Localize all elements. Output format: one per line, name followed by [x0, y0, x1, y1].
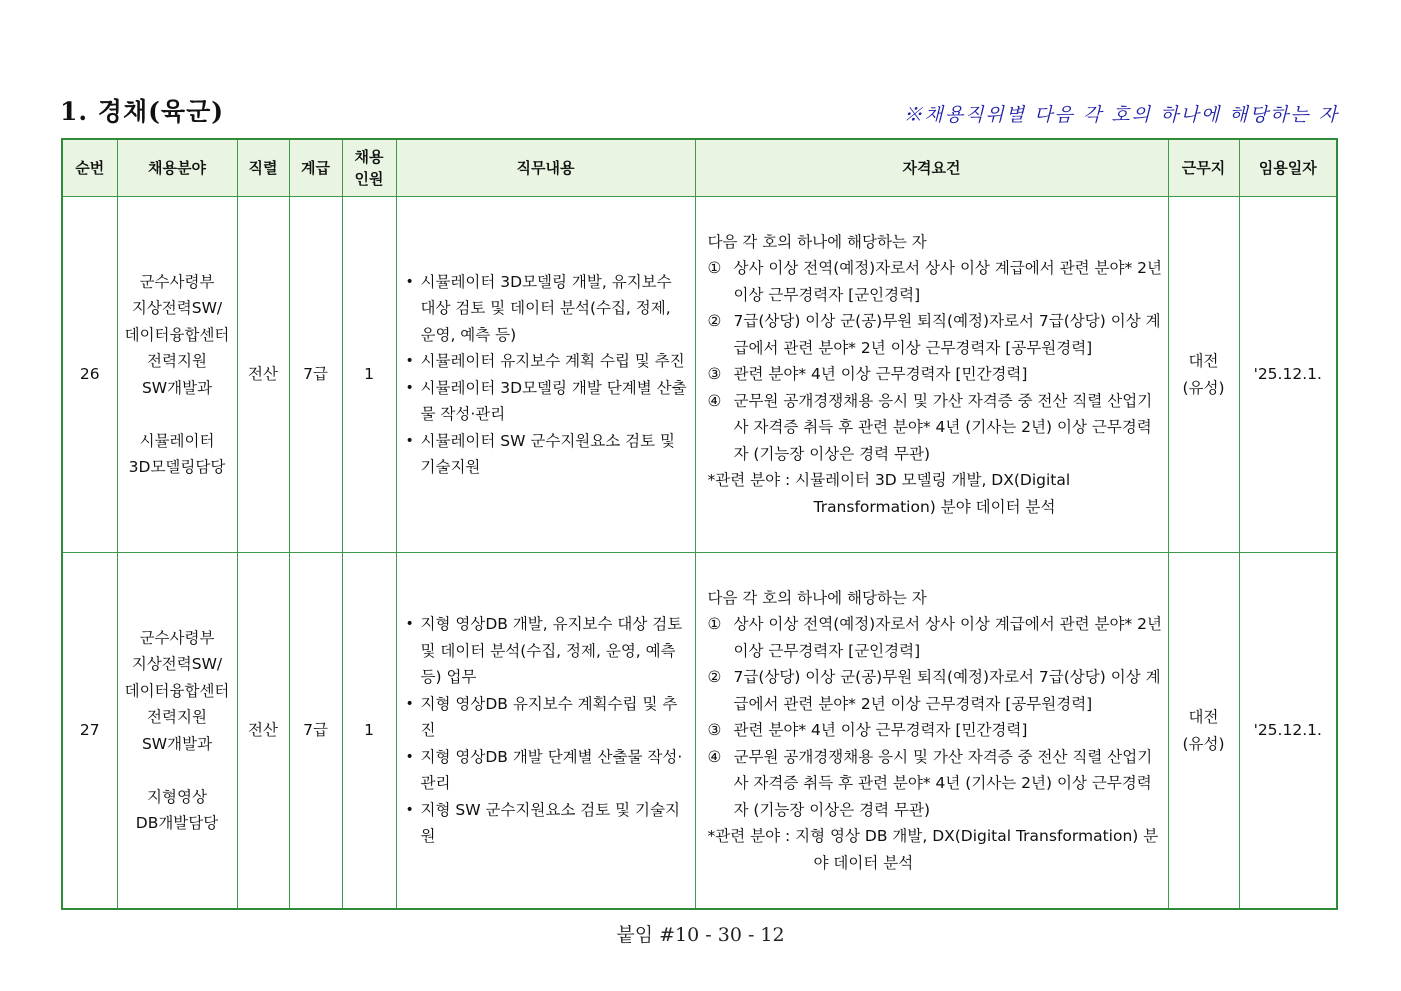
qual-item-number: ② — [707, 312, 722, 331]
qual-item-text: 군무원 공개경쟁채용 응시 및 가산 자격증 중 전산 직렬 산업기사 자격증 취득 후 관련 분야* 4년 (기사는 2년) 이상 근무경력자 (기능장 이상은 경력 무관) — [733, 391, 1153, 463]
row-date: '25.12.1. — [1239, 553, 1337, 910]
qual-lead: 다음 각 호의 하나에 해당하는 자 — [707, 588, 927, 607]
table-header-row — [62, 139, 1337, 197]
row-location — [1168, 553, 1239, 910]
header-count — [342, 139, 396, 197]
section-title: 1. 경채(육군) — [60, 97, 225, 126]
field-line: 지형영상 — [147, 787, 207, 806]
row-field — [117, 553, 237, 910]
duty-item: • 시뮬레이터 3D모델링 개발, 유지보수 대상 검토 및 데이터 분석(수집, 정제, 운영, 예측 등) — [403, 269, 689, 349]
qual-item — [708, 255, 1166, 308]
qual-item — [708, 664, 1166, 717]
row-duties — [396, 197, 695, 553]
duty-item: • 지형 영상DB 개발 단계별 산출물 작성·관리 — [403, 744, 689, 797]
field-line: SW개발과 — [141, 734, 213, 753]
qual-item-text: 상사 이상 전역(예정)자로서 상사 이상 계급에서 관련 분야* 2년 이상 근무경력자 [군인경력] — [733, 615, 1162, 660]
qual-item-text: 관련 분야* 4년 이상 근무경력자 [민간경력] — [733, 721, 1028, 740]
field-line: 전력지원 — [147, 708, 207, 726]
location-district: (유성) — [1182, 734, 1225, 753]
qual-related-field: *관련 분야 : 지형 영상 DB 개발, DX(Digital Transformation) 분야 데이터 분석 — [707, 827, 1159, 872]
header-location: 근무지 — [1168, 139, 1239, 197]
header-no: 순번 — [62, 139, 117, 197]
row-date: '25.12.1. — [1239, 197, 1337, 553]
table-row — [62, 553, 1337, 910]
qual-item-number: ① — [707, 259, 722, 278]
row-qualification — [695, 553, 1168, 910]
row-qualification — [695, 197, 1168, 553]
field-line: SW개발과 — [141, 378, 213, 397]
qual-item-number: ④ — [707, 391, 722, 410]
qual-item-text: 관련 분야* 4년 이상 근무경력자 [민간경력] — [733, 365, 1028, 384]
header-job: 직렬 — [237, 139, 289, 197]
qual-item-number: ④ — [707, 747, 722, 766]
header-count-line-1: 채용 — [354, 148, 384, 166]
qual-item-number: ② — [707, 668, 722, 687]
header-qualification: 자격요건 — [695, 139, 1168, 197]
row-location — [1168, 197, 1239, 553]
field-line: 데이터융합센터 — [124, 681, 230, 700]
qual-item — [708, 308, 1166, 361]
field-line: 3D모델링담당 — [128, 458, 226, 476]
header-duties: 직무내용 — [396, 139, 695, 197]
header-count-line-2: 인원 — [354, 170, 384, 188]
table-row — [62, 197, 1337, 553]
location-district: (유성) — [1182, 378, 1225, 397]
row-field — [117, 197, 237, 553]
row-no: 26 — [62, 197, 117, 553]
row-grade: 7급 — [289, 197, 342, 553]
header-date: 임용일자 — [1239, 139, 1337, 197]
field-line: DB개발담당 — [135, 814, 219, 832]
eligibility-note: ※채용직위별 다음 각 호의 하나에 해당하는 자 — [903, 104, 1339, 126]
recruitment-table — [61, 138, 1338, 910]
duty-item: • 시뮬레이터 SW 군수지원요소 검토 및 기술지원 — [403, 428, 689, 481]
duty-item: • 지형 영상DB 개발, 유지보수 대상 검토 및 데이터 분석(수집, 정제, 운영, 예측 등) 업무 — [403, 611, 689, 691]
row-count: 1 — [342, 197, 396, 553]
field-line: 지상전력SW/ — [131, 655, 223, 673]
duty-item: • 시뮬레이터 유지보수 계획 수립 및 추진 — [403, 348, 689, 375]
field-line: 데이터융합센터 — [124, 325, 230, 344]
qual-related-field: *관련 분야 : 시뮬레이터 3D 모델링 개발, DX(Digital Transformation) 분야 데이터 분석 — [707, 471, 1071, 516]
qual-item — [708, 361, 1166, 388]
qual-item-number: ③ — [707, 365, 722, 384]
qual-item-text: 7급(상당) 이상 군(공)무원 퇴직(예정)자로서 7급(상당) 이상 계급에서 관련 분야* 2년 이상 근무경력자 [공무원경력] — [733, 312, 1161, 357]
qual-item — [708, 388, 1166, 468]
row-duties — [396, 553, 695, 910]
location-city: 대전 — [1188, 352, 1219, 370]
qual-item-number: ③ — [707, 721, 722, 740]
qual-item-text: 상사 이상 전역(예정)자로서 상사 이상 계급에서 관련 분야* 2년 이상 근무경력자 [군인경력] — [733, 259, 1162, 304]
qual-item — [708, 744, 1166, 824]
row-grade: 7급 — [289, 553, 342, 910]
row-no: 27 — [62, 553, 117, 910]
duty-item: • 지형 영상DB 유지보수 계획수립 및 추진 — [403, 691, 689, 744]
qual-item-text: 7급(상당) 이상 군(공)무원 퇴직(예정)자로서 7급(상당) 이상 계급에서 관련 분야* 2년 이상 근무경력자 [공무원경력] — [733, 668, 1161, 713]
header-grade: 계급 — [289, 139, 342, 197]
row-job: 전산 — [237, 197, 289, 553]
qual-lead: 다음 각 호의 하나에 해당하는 자 — [707, 232, 927, 251]
field-line: 지상전력SW/ — [131, 299, 223, 317]
row-job: 전산 — [237, 553, 289, 910]
duty-item: • 지형 SW 군수지원요소 검토 및 기술지원 — [403, 797, 689, 850]
page-footer: 붙임 #10 - 30 - 12 — [616, 924, 785, 946]
qual-item — [708, 717, 1166, 744]
row-count: 1 — [342, 553, 396, 910]
duty-item: • 시뮬레이터 3D모델링 개발 단계별 산출물 작성·관리 — [403, 375, 689, 428]
field-line: 시뮬레이터 — [139, 431, 215, 450]
field-line: 군수사령부 — [139, 272, 215, 291]
qual-item — [708, 611, 1166, 664]
qual-item-number: ① — [707, 615, 722, 634]
header-field: 채용분야 — [117, 139, 237, 197]
location-city: 대전 — [1188, 708, 1219, 726]
field-line: 전력지원 — [147, 352, 207, 370]
field-line: 군수사령부 — [139, 628, 215, 647]
qual-item-text: 군무원 공개경쟁채용 응시 및 가산 자격증 중 전산 직렬 산업기사 자격증 취득 후 관련 분야* 4년 (기사는 2년) 이상 근무경력자 (기능장 이상은 경력 무관) — [733, 747, 1153, 819]
